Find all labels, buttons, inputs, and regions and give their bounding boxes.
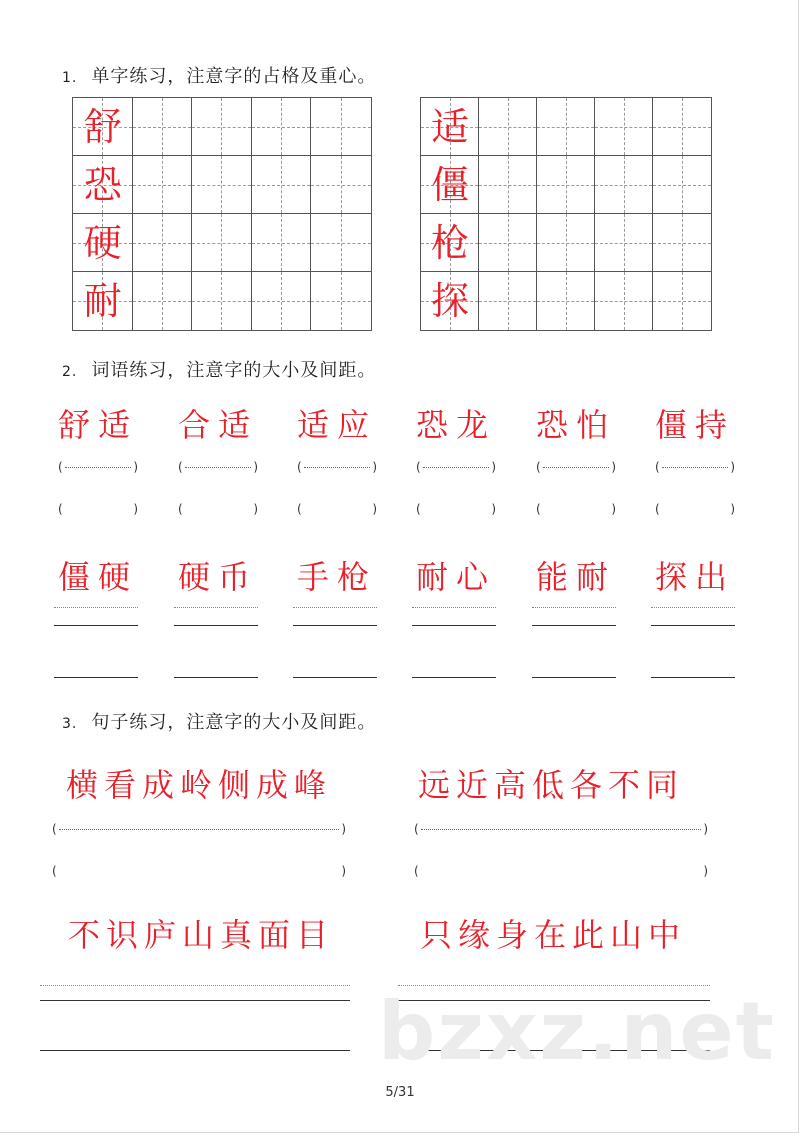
writing-guide <box>293 607 377 608</box>
page-number: 5/31 <box>385 1085 415 1100</box>
practice-word: 僵硬 <box>58 558 139 596</box>
pinyin-bracket-dotted: ( ) <box>178 460 258 474</box>
practice-word: 手枪 <box>297 558 378 596</box>
writing-guide <box>54 607 138 608</box>
practice-word: 适应 <box>297 406 378 444</box>
writing-line <box>532 625 616 626</box>
writing-line <box>174 625 258 626</box>
grid-cell <box>653 156 711 214</box>
pinyin-bracket-dotted: ( ) <box>655 460 735 474</box>
grid-cell <box>479 98 537 156</box>
grid-cell <box>595 214 653 272</box>
grid-cell <box>479 156 537 214</box>
practice-word: 耐心 <box>416 558 497 596</box>
practice-character: 耐 <box>83 279 122 323</box>
writing-guide <box>174 607 258 608</box>
writing-guide <box>651 607 735 608</box>
section2-title: 词语练习，注意字的大小及间距。 <box>91 360 377 381</box>
pinyin-bracket-blank: ( ) <box>297 502 377 516</box>
practice-word: 恐怕 <box>536 406 617 444</box>
practice-character: 硬 <box>83 221 122 265</box>
grid-cell <box>537 98 595 156</box>
writing-line-2 <box>293 677 377 678</box>
grid-cell <box>653 98 711 156</box>
writing-line <box>54 625 138 626</box>
grid-cell <box>192 214 252 272</box>
practice-character: 枪 <box>430 221 469 265</box>
sentence-line1-right: 远近高低各不同 <box>418 766 685 804</box>
section2-heading <box>62 356 376 382</box>
grid-cell <box>192 156 252 214</box>
grid-cell <box>192 272 252 330</box>
practice-word: 舒适 <box>58 406 139 444</box>
grid-cell <box>133 98 193 156</box>
grid-cell <box>537 156 595 214</box>
writing-guide <box>412 607 496 608</box>
pinyin-bracket-blank: ( ) <box>58 502 138 516</box>
section1-heading <box>62 62 376 88</box>
section3-title: 句子练习，注意字的大小及间距。 <box>91 712 377 733</box>
pinyin-bracket-dotted: ( ) <box>297 460 377 474</box>
pinyin-bracket-blank: ( ) <box>536 502 616 516</box>
practice-character: 恐 <box>83 163 122 207</box>
section3-heading <box>62 708 376 734</box>
section3-number: 3. <box>62 716 78 732</box>
grid-cell <box>653 214 711 272</box>
pinyin-bracket-dotted: ( ) <box>416 460 496 474</box>
grid-cell <box>133 214 193 272</box>
practice-character: 僵 <box>430 163 469 207</box>
sentence-paren-dotted-right: ( ) <box>414 822 708 836</box>
grid-cell <box>252 272 312 330</box>
practice-word: 能耐 <box>536 558 617 596</box>
grid-cell <box>133 272 193 330</box>
grid-cell <box>252 156 312 214</box>
practice-word: 僵持 <box>655 406 736 444</box>
grid-cell <box>252 214 312 272</box>
grid-cell <box>537 272 595 330</box>
practice-word: 恐龙 <box>416 406 497 444</box>
grid-cell <box>311 156 371 214</box>
writing-line-2 <box>532 677 616 678</box>
practice-word: 合适 <box>178 406 259 444</box>
grid-cell <box>311 98 371 156</box>
practice-word: 硬币 <box>178 558 259 596</box>
section1-title: 单字练习，注意字的占格及重心。 <box>91 66 377 87</box>
grid-cell <box>252 98 312 156</box>
grid-cell <box>192 98 252 156</box>
grid-cell <box>479 214 537 272</box>
writing-line-2 <box>54 677 138 678</box>
pinyin-bracket-blank: ( ) <box>655 502 735 516</box>
grid-cell <box>595 98 653 156</box>
grid-cell <box>595 156 653 214</box>
left-character-grid <box>72 97 372 331</box>
sentence-paren-blank-right: ( ) <box>414 864 708 878</box>
grid-cell <box>537 214 595 272</box>
sentence-paren-dotted-left: ( ) <box>52 822 346 836</box>
right-character-grid <box>420 97 712 331</box>
practice-character: 探 <box>430 279 469 323</box>
writing-line <box>412 625 496 626</box>
sentence-paren-blank-left: ( ) <box>52 864 346 878</box>
grid-cell <box>311 272 371 330</box>
grid-cell <box>479 272 537 330</box>
writing-line <box>651 625 735 626</box>
grid-cell <box>653 272 711 330</box>
sentence-line1-left: 横看成岭侧成峰 <box>66 766 333 804</box>
grid-cell <box>133 156 193 214</box>
writing-guide <box>532 607 616 608</box>
practice-word: 探出 <box>655 558 736 596</box>
section1-number: 1. <box>62 70 78 86</box>
pinyin-bracket-dotted: ( ) <box>58 460 138 474</box>
sentence-writing-guide-left <box>40 985 350 986</box>
writing-line-2 <box>651 677 735 678</box>
sentence-line2-right: 只缘身在此山中 <box>420 916 687 954</box>
sentence-writing-line-left <box>40 1000 350 1001</box>
pinyin-bracket-dotted: ( ) <box>536 460 616 474</box>
sentence-line2-left: 不识庐山真面目 <box>68 916 335 954</box>
grid-cell <box>595 272 653 330</box>
writing-line-2 <box>174 677 258 678</box>
writing-line-2 <box>412 677 496 678</box>
pinyin-bracket-blank: ( ) <box>416 502 496 516</box>
sentence-writing-line-left-2 <box>40 1050 350 1051</box>
pinyin-bracket-blank: ( ) <box>178 502 258 516</box>
practice-character: 舒 <box>83 105 122 149</box>
writing-line <box>293 625 377 626</box>
grid-cell <box>311 214 371 272</box>
section2-number: 2. <box>62 364 78 380</box>
practice-character: 适 <box>430 105 469 149</box>
watermark: bzxz.net <box>378 985 776 1078</box>
